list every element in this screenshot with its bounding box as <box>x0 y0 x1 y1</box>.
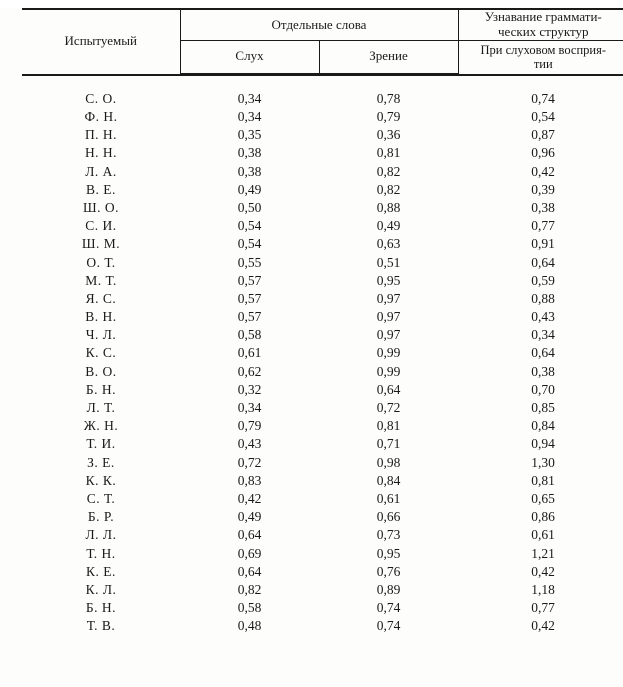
table-row <box>22 453 623 471</box>
cell-subject: Т. И. <box>22 435 180 453</box>
cell-vision: 0,74 <box>319 617 458 635</box>
cell-auditory: 0,54 <box>458 108 623 126</box>
cell-subject: П. Н. <box>22 126 180 144</box>
cell-hearing: 0,57 <box>180 271 319 289</box>
cell-auditory: 0,91 <box>458 235 623 253</box>
table-row <box>22 599 623 617</box>
table-row <box>22 180 623 198</box>
cell-hearing: 0,49 <box>180 508 319 526</box>
cell-vision: 0,98 <box>319 453 458 471</box>
cell-vision: 0,72 <box>319 399 458 417</box>
cell-auditory: 0,86 <box>458 508 623 526</box>
spacer-cell-2 <box>180 75 319 90</box>
cell-subject: Т. В. <box>22 617 180 635</box>
spacer-cell-4 <box>458 75 623 90</box>
cell-hearing: 0,72 <box>180 453 319 471</box>
cell-hearing: 0,43 <box>180 435 319 453</box>
cell-subject: В. О. <box>22 362 180 380</box>
cell-subject: Ш. М. <box>22 235 180 253</box>
header-auditory-line2: тии <box>459 57 623 71</box>
cell-vision: 0,97 <box>319 308 458 326</box>
cell-hearing: 0,38 <box>180 144 319 162</box>
cell-hearing: 0,42 <box>180 490 319 508</box>
results-table <box>22 8 623 635</box>
cell-subject: С. О. <box>22 90 180 108</box>
table-row <box>22 562 623 580</box>
cell-vision: 0,99 <box>319 344 458 362</box>
header-grammar-recognition <box>458 9 623 41</box>
cell-auditory: 0,42 <box>458 617 623 635</box>
header-grammar-line1: Узнавание граммати- <box>459 10 623 25</box>
cell-subject: Ш. О. <box>22 199 180 217</box>
header-hearing: Слух <box>180 41 319 74</box>
cell-auditory: 0,61 <box>458 526 623 544</box>
cell-auditory: 0,39 <box>458 180 623 198</box>
cell-vision: 0,73 <box>319 526 458 544</box>
cell-subject: Л. А. <box>22 162 180 180</box>
cell-auditory: 0,84 <box>458 417 623 435</box>
table-row <box>22 544 623 562</box>
cell-vision: 0,64 <box>319 381 458 399</box>
cell-hearing: 0,35 <box>180 126 319 144</box>
cell-hearing: 0,54 <box>180 217 319 235</box>
cell-hearing: 0,48 <box>180 617 319 635</box>
cell-auditory: 0,38 <box>458 199 623 217</box>
cell-subject: Я. С. <box>22 290 180 308</box>
cell-subject: З. Е. <box>22 453 180 471</box>
cell-hearing: 0,64 <box>180 526 319 544</box>
cell-subject: С. Т. <box>22 490 180 508</box>
cell-hearing: 0,61 <box>180 344 319 362</box>
cell-vision: 0,82 <box>319 162 458 180</box>
table-row <box>22 344 623 362</box>
table-row <box>22 308 623 326</box>
cell-auditory: 0,42 <box>458 562 623 580</box>
cell-vision: 0,81 <box>319 144 458 162</box>
cell-vision: 0,66 <box>319 508 458 526</box>
cell-vision: 0,81 <box>319 417 458 435</box>
cell-subject: Б. Н. <box>22 599 180 617</box>
table-row <box>22 326 623 344</box>
cell-subject: М. Т. <box>22 271 180 289</box>
cell-auditory: 1,30 <box>458 453 623 471</box>
header-auditory-line1: При слуховом восприя- <box>459 43 623 57</box>
table-body <box>22 90 623 636</box>
cell-auditory: 0,34 <box>458 326 623 344</box>
cell-hearing: 0,79 <box>180 417 319 435</box>
cell-subject: Ф. Н. <box>22 108 180 126</box>
header-vision: Зрение <box>319 41 458 74</box>
cell-vision: 0,95 <box>319 544 458 562</box>
table-row <box>22 217 623 235</box>
cell-hearing: 0,57 <box>180 308 319 326</box>
cell-vision: 0,99 <box>319 362 458 380</box>
table-row <box>22 471 623 489</box>
cell-subject: К. Е. <box>22 562 180 580</box>
cell-auditory: 0,85 <box>458 399 623 417</box>
table-row <box>22 90 623 108</box>
cell-hearing: 0,58 <box>180 326 319 344</box>
table-row <box>22 399 623 417</box>
header-subject: Испытуемый <box>22 9 180 73</box>
cell-subject: Б. Р. <box>22 508 180 526</box>
cell-auditory: 1,21 <box>458 544 623 562</box>
cell-hearing: 0,83 <box>180 471 319 489</box>
cell-auditory: 0,59 <box>458 271 623 289</box>
cell-subject: Б. Н. <box>22 381 180 399</box>
cell-subject: Н. Н. <box>22 144 180 162</box>
cell-subject: В. Н. <box>22 308 180 326</box>
cell-vision: 0,36 <box>319 126 458 144</box>
cell-vision: 0,76 <box>319 562 458 580</box>
cell-hearing: 0,34 <box>180 90 319 108</box>
cell-auditory: 0,87 <box>458 126 623 144</box>
cell-auditory: 0,42 <box>458 162 623 180</box>
cell-vision: 0,95 <box>319 271 458 289</box>
table-row <box>22 108 623 126</box>
header-auditory-perception <box>458 41 623 74</box>
table-row <box>22 490 623 508</box>
header-separate-words: Отдельные слова <box>180 9 458 41</box>
cell-auditory: 0,77 <box>458 217 623 235</box>
cell-subject: Л. Т. <box>22 399 180 417</box>
cell-subject: К. К. <box>22 471 180 489</box>
cell-auditory: 0,94 <box>458 435 623 453</box>
cell-subject: О. Т. <box>22 253 180 271</box>
cell-subject: Ч. Л. <box>22 326 180 344</box>
table-row <box>22 126 623 144</box>
cell-hearing: 0,38 <box>180 162 319 180</box>
cell-hearing: 0,34 <box>180 108 319 126</box>
table-row <box>22 581 623 599</box>
cell-vision: 0,74 <box>319 599 458 617</box>
cell-hearing: 0,62 <box>180 362 319 380</box>
cell-vision: 0,89 <box>319 581 458 599</box>
cell-vision: 0,78 <box>319 90 458 108</box>
cell-hearing: 0,50 <box>180 199 319 217</box>
cell-vision: 0,63 <box>319 235 458 253</box>
cell-auditory: 0,43 <box>458 308 623 326</box>
spacer-cell-3 <box>319 75 458 90</box>
cell-auditory: 0,64 <box>458 253 623 271</box>
table-row <box>22 271 623 289</box>
cell-subject: Ж. Н. <box>22 417 180 435</box>
cell-subject: К. Л. <box>22 581 180 599</box>
cell-hearing: 0,58 <box>180 599 319 617</box>
cell-auditory: 0,74 <box>458 90 623 108</box>
cell-vision: 0,79 <box>319 108 458 126</box>
table-row <box>22 417 623 435</box>
table-row <box>22 526 623 544</box>
cell-auditory: 0,64 <box>458 344 623 362</box>
cell-vision: 0,97 <box>319 290 458 308</box>
cell-hearing: 0,55 <box>180 253 319 271</box>
cell-auditory: 0,65 <box>458 490 623 508</box>
cell-subject: В. Е. <box>22 180 180 198</box>
table-row <box>22 290 623 308</box>
document-page <box>0 8 623 687</box>
cell-vision: 0,82 <box>319 180 458 198</box>
table-row <box>22 362 623 380</box>
cell-hearing: 0,54 <box>180 235 319 253</box>
cell-auditory: 0,77 <box>458 599 623 617</box>
header-row-top <box>22 9 623 41</box>
cell-auditory: 1,18 <box>458 581 623 599</box>
cell-vision: 0,84 <box>319 471 458 489</box>
cell-subject: Л. Л. <box>22 526 180 544</box>
table-row <box>22 508 623 526</box>
table-row <box>22 617 623 635</box>
cell-hearing: 0,32 <box>180 381 319 399</box>
table-row <box>22 199 623 217</box>
header-spacer <box>22 75 623 90</box>
spacer-cell-1 <box>22 75 180 90</box>
cell-subject: Т. Н. <box>22 544 180 562</box>
table-header <box>22 9 623 90</box>
table-row <box>22 144 623 162</box>
cell-auditory: 0,88 <box>458 290 623 308</box>
cell-hearing: 0,64 <box>180 562 319 580</box>
cell-hearing: 0,82 <box>180 581 319 599</box>
cell-auditory: 0,38 <box>458 362 623 380</box>
cell-vision: 0,49 <box>319 217 458 235</box>
table-row <box>22 235 623 253</box>
cell-vision: 0,88 <box>319 199 458 217</box>
cell-hearing: 0,34 <box>180 399 319 417</box>
cell-vision: 0,51 <box>319 253 458 271</box>
cell-hearing: 0,57 <box>180 290 319 308</box>
table-row <box>22 435 623 453</box>
cell-subject: К. С. <box>22 344 180 362</box>
table-row <box>22 162 623 180</box>
cell-vision: 0,71 <box>319 435 458 453</box>
cell-subject: С. И. <box>22 217 180 235</box>
table-row <box>22 381 623 399</box>
cell-hearing: 0,49 <box>180 180 319 198</box>
cell-auditory: 0,70 <box>458 381 623 399</box>
table-row <box>22 253 623 271</box>
cell-vision: 0,61 <box>319 490 458 508</box>
cell-auditory: 0,96 <box>458 144 623 162</box>
cell-hearing: 0,69 <box>180 544 319 562</box>
cell-vision: 0,97 <box>319 326 458 344</box>
cell-auditory: 0,81 <box>458 471 623 489</box>
header-grammar-line2: ческих структур <box>459 25 623 40</box>
